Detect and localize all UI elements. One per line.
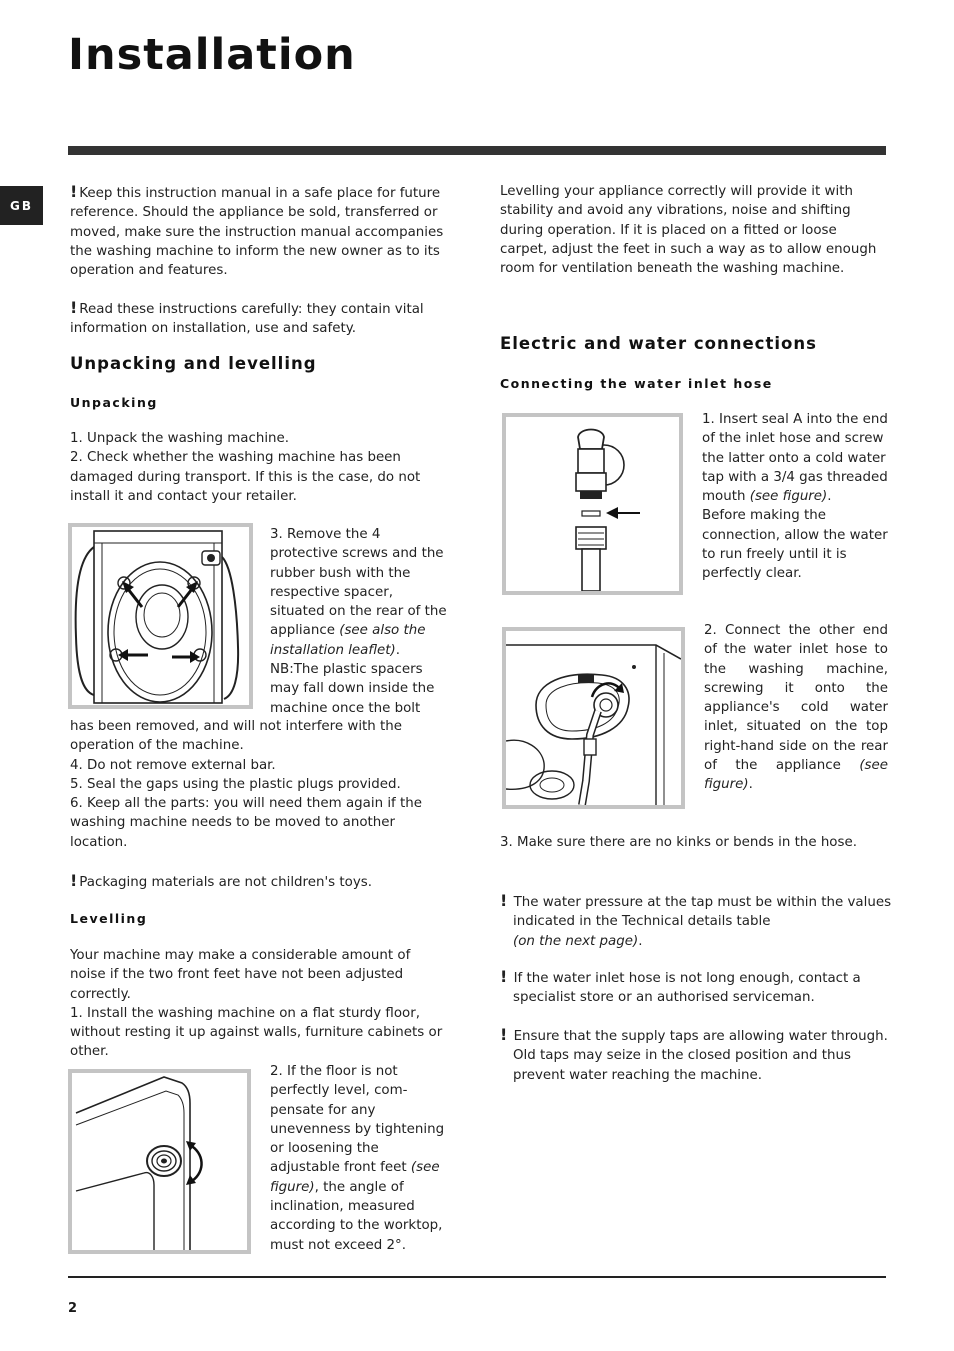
note-read-instructions: ! Read these instructions carefully: they contain vital information on installation, use and safety. [70,298,424,337]
unpacking-steps: 1. Unpack the washing machine. 2. Check whether the washing machine has been damaged during transport. If this is the case, do not install it and contact your retailer. [70,431,421,504]
footer-rule [68,1276,886,1278]
tap-hose-illustration [506,417,679,591]
section-title-connections: Electric and water connections [500,334,817,353]
exclamation-icon: ! [70,298,78,317]
exclamation-icon: ! [70,182,78,201]
machine-inlet-illustration [506,631,681,805]
note-packaging: ! Packaging materials are not children's toys. [70,871,372,890]
subsection-title-inlet-hose: Connecting the water inlet hose [500,376,773,391]
page-title: Installation [68,30,356,80]
header-rule [68,146,886,155]
rear-panel-illustration [72,527,249,705]
exclamation-icon: ! [70,871,78,890]
levelling-benefits-text: Levelling your appliance correctly will provide it with stability and avoid any vibrations, noise and shifting during operation. If it is placed on a fitted or loose carpet, adjust the feet in such a way as to allow enough room for ventilation beneath the washing machine. [500,184,877,277]
levelling-text: Your machine may make a considerable amount of noise if the two front feet have not been adjusted correctly. 1. Install the washing machine on a flat sturdy floor, without resting it up against walls, furniture cabinets or other. [70,948,443,1060]
unpacking-steps-continued: has been removed, and will not interfere with the operation of the machine. 4. Do not remove external bar. 5. Seal the gaps using the plastic plugs provided. 6. Keep all the parts: you will need them again if the washing machine needs to be moved to another location. [70,719,422,850]
note-water-pressure: ! The water pressure at the tap must be within the values indicated in the Technical details table (on the next page). [500,891,892,949]
unpacking-step-3: 3. Remove the 4 protective screws and the rubber bush with the respective spacer, situated on the rear of the appliance (see also the installation leaflet). NB:The plastic spacers may fall down inside the machine once the bolt [270,527,447,716]
language-tab: GB [0,186,43,225]
hose-step-1: 1. Insert seal A into the end of the inlet hose and screw the latter onto a cold water tap with a 3/4 gas threaded mouth (see figure). Before making the connection, allow the water to run freely until it is perfectly clear. [702,412,888,582]
hose-step-2: 2. Connect the other end of the water inlet hose to the washing machine, screwing it onto the appliance's cold water inlet, situated on the top right-hand side on the rear of the appliance (see figure). [704,623,888,793]
hose-step-3: 3. Make sure there are no kinks or bends in the hose. [500,835,857,850]
front-foot-illustration [72,1073,247,1250]
figure-rear-screws [68,523,253,709]
exclamation-icon: ! [500,1025,508,1044]
exclamation-icon: ! [500,891,508,910]
note-keep-manual: ! Keep this instruction manual in a safe place for future reference. Should the appliance be sold, transferred or moved, make sure the instruction manual accompanies the washing machine to inform the new owner as to its operation and features. [70,182,444,279]
subsection-title-unpacking: Unpacking [70,395,158,410]
figure-machine-inlet [502,627,685,809]
subsection-title-levelling: Levelling [70,911,148,926]
levelling-step-2: 2. If the floor is not perfectly level, com-pensate for any unevenness by tightening or loosening the adjustable front feet (see figure), the angle of inclination, measured according to the worktop, must not exceed 2°. [270,1064,445,1253]
figure-tap-connection [502,413,683,595]
note-hose-length: ! If the water inlet hose is not long enough, contact a specialist store or an authorised serviceman. [500,967,861,1006]
note-supply-taps: ! Ensure that the supply taps are allowing water through. Old taps may seize in the closed position and thus prevent water reaching the machine. [500,1025,888,1083]
section-title-unpacking-levelling: Unpacking and levelling [70,354,317,373]
page-number: 2 [68,1301,78,1316]
exclamation-icon: ! [500,967,508,986]
figure-adjustable-feet [68,1069,251,1254]
